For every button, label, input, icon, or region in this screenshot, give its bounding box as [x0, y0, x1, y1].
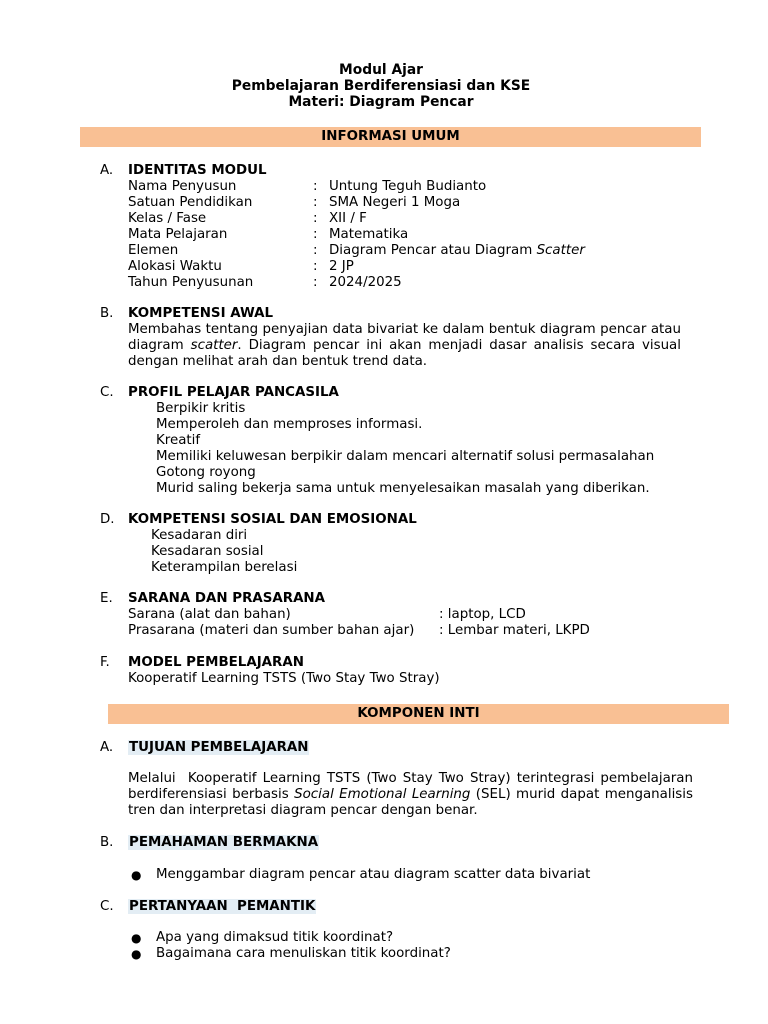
list-item: Kesadaran sosial: [151, 544, 264, 559]
field-value: Diagram Pencar atau Diagram Scatter: [329, 243, 585, 258]
field-value: XII / F: [329, 211, 367, 226]
field-value: : Lembar materi, LKPD: [439, 623, 590, 638]
section-letter: B.: [100, 306, 114, 321]
field-separator: :: [313, 243, 318, 258]
field-separator: :: [313, 195, 318, 210]
section-heading-kompetensi-awal: KOMPETENSI AWAL: [128, 306, 274, 321]
section-letter: C.: [100, 899, 114, 914]
field-label: Nama Penyusun: [128, 179, 237, 194]
bullet-item: Apa yang dimaksud titik koordinat?: [156, 930, 394, 945]
field-separator: :: [313, 179, 318, 194]
list-item: Kreatif: [156, 433, 201, 448]
section-letter: F.: [100, 655, 110, 670]
section-letter: E.: [100, 591, 113, 606]
paragraph-kompetensi-awal: Membahas tentang penyajian data bivariat ke dalam bentuk diagram pencar atau diagram scatter. Diagram pencar ini akan menjadi dasar analisis secara visual dengan melihat arah dan bentuk trend data.: [128, 322, 681, 369]
field-value: 2 JP: [329, 259, 354, 274]
document-title: Modul Ajar: [339, 62, 423, 78]
section-heading-profil: PROFIL PELAJAR PANCASILA: [128, 385, 339, 400]
section-heading-sarana: SARANA DAN PRASARANA: [128, 591, 326, 606]
bullet-icon: ●: [131, 868, 142, 882]
section-letter: D.: [100, 512, 115, 527]
bullet-item: Menggambar diagram pencar atau diagram scatter data bivariat: [156, 867, 591, 882]
section-heading-kse: KOMPETENSI SOSIAL DAN EMOSIONAL: [128, 512, 417, 527]
field-label: Alokasi Waktu: [128, 259, 222, 274]
field-label: Mata Pelajaran: [128, 227, 228, 242]
field-separator: :: [313, 259, 318, 274]
field-value: SMA Negeri 1 Moga: [329, 195, 461, 210]
field-value: : laptop, LCD: [439, 607, 526, 622]
section-bar-komponen-inti: KOMPONEN INTI: [108, 704, 729, 724]
document-topic: Materi: Diagram Pencar: [288, 94, 474, 110]
section-letter: A.: [100, 163, 114, 178]
list-item: Murid saling bekerja sama untuk menyelesaikan masalah yang diberikan.: [156, 481, 650, 496]
field-separator: :: [313, 211, 318, 226]
field-value: Matematika: [329, 227, 409, 242]
list-item: Berpikir kritis: [156, 401, 246, 416]
field-label: Elemen: [128, 243, 179, 258]
field-separator: :: [313, 227, 318, 242]
field-value: Untung Teguh Budianto: [329, 179, 487, 194]
document-subtitle: Pembelajaran Berdiferensiasi dan KSE: [231, 78, 531, 94]
field-label: Kelas / Fase: [128, 211, 207, 226]
field-label: Sarana (alat dan bahan): [128, 607, 291, 622]
section-heading-identitas: IDENTITAS MODUL: [128, 163, 267, 178]
field-value: 2024/2025: [329, 275, 402, 290]
section-letter: C.: [100, 385, 114, 400]
list-item: Gotong royong: [156, 465, 256, 480]
section-bar-informasi-umum: INFORMASI UMUM: [80, 127, 701, 147]
bullet-icon: ●: [131, 947, 142, 961]
list-item: Keterampilan berelasi: [151, 560, 298, 575]
list-item: Memperoleh dan memproses informasi.: [156, 417, 423, 432]
section-letter: B.: [100, 835, 114, 850]
field-separator: :: [313, 275, 318, 290]
list-item: Memiliki keluwesan berpikir dalam mencari alternatif solusi permasalahan: [156, 449, 655, 464]
section-letter: A.: [100, 740, 114, 755]
field-label: Tahun Penyusunan: [128, 275, 254, 290]
field-label: Satuan Pendidikan: [128, 195, 253, 210]
field-label: Prasarana (materi dan sumber bahan ajar): [128, 623, 415, 638]
section-heading-pemahaman: PEMAHAMAN BERMAKNA: [129, 835, 319, 850]
section-heading-pertanyaan: PERTANYAAN PEMANTIK: [129, 899, 316, 914]
paragraph-tujuan: Melalui Kooperatif Learning TSTS (Two Stay Two Stray) terintegrasi pembelajaran berdiferensiasi berbasis Social Emotional Learning (SEL) murid dapat menganalisis tren dan interpretasi diagram pencar dengan benar.: [128, 771, 698, 818]
list-item: Kesadaran diri: [151, 528, 248, 543]
section-heading-tujuan: TUJUAN PEMBELAJARAN: [129, 740, 309, 755]
paragraph-model: Kooperatif Learning TSTS (Two Stay Two Stray): [128, 671, 440, 686]
section-heading-model: MODEL PEMBELAJARAN: [128, 655, 304, 670]
bullet-item: Bagaimana cara menuliskan titik koordinat?: [156, 946, 451, 961]
bullet-icon: ●: [131, 931, 142, 945]
